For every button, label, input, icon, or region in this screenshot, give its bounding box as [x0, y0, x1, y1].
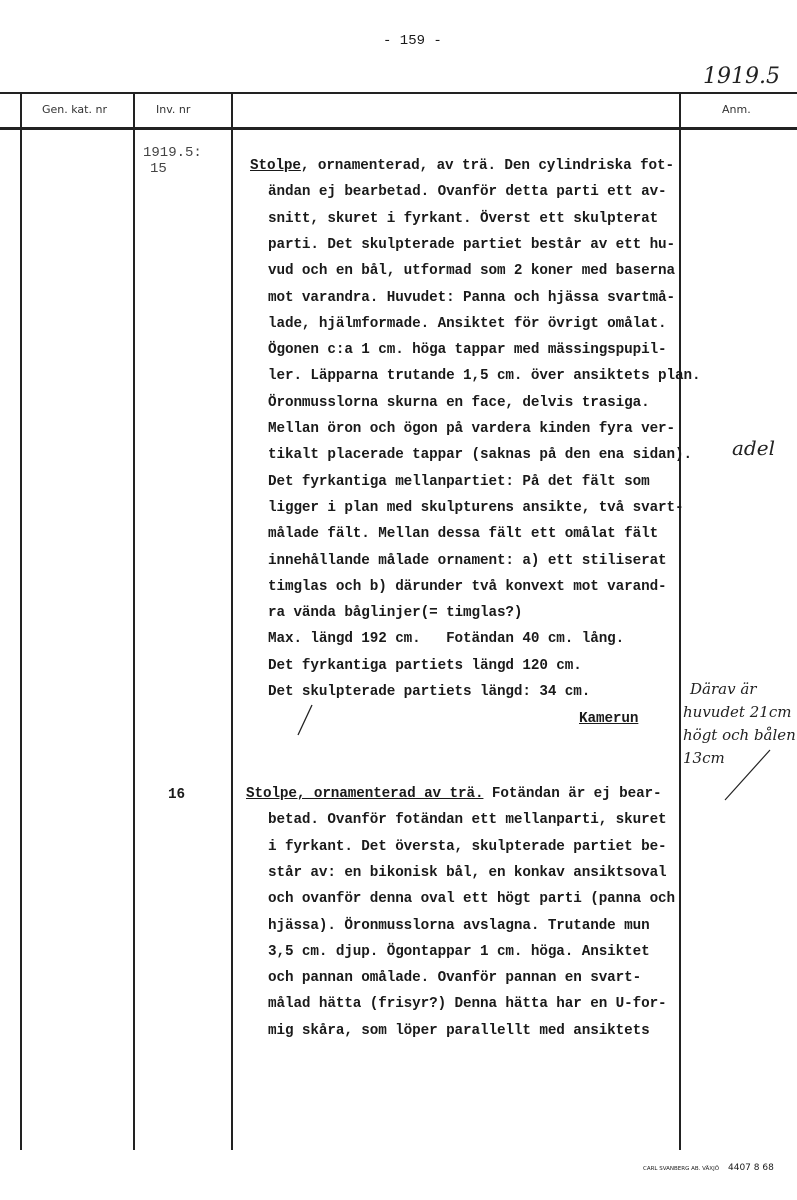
description-text: Mellan öron och ögon på vardera kinden fyra ver-: [268, 421, 676, 437]
description-line: [268, 811, 667, 829]
description-line: [268, 499, 684, 517]
description-line: [268, 630, 624, 648]
description-text: Fotändan är ej bear-: [483, 786, 662, 802]
description-line: [268, 657, 582, 675]
entry-origin: Kamerun: [579, 711, 639, 727]
description-text: innehållande målade ornament: a) ett stiliserat: [268, 552, 667, 569]
anm-note: adel: [732, 436, 775, 460]
description-line: [268, 969, 641, 987]
inv-nr-prefix: 1919.5:: [143, 145, 202, 161]
description-text: står av: en bikonisk bål, en konkav ansiktsoval: [268, 864, 667, 881]
description-text: mig skåra, som löper parallellt med ansiktets: [268, 1022, 650, 1039]
printer-imprint: CARL SVANBERG AB. VÄXJÖ: [643, 1166, 720, 1172]
description-line: [268, 315, 667, 333]
anm-note: huvudet 21cm: [683, 703, 792, 721]
description-text: 3,5 cm. djup. Ögontappar 1 cm. höga. Ansiktet: [268, 943, 650, 960]
description-line: [268, 578, 667, 596]
description-line: [268, 552, 667, 570]
column-divider: [20, 92, 22, 1150]
description-text: målade fält. Mellan dessa fält ett omålat fält: [268, 526, 659, 543]
description-text: i fyrkant. Det översta, skulpterade partiet be-: [268, 838, 667, 855]
description-line: [268, 525, 658, 543]
entry-title: Stolpe, ornamenterad av trä.: [246, 786, 484, 802]
header-gen-kat-nr: Gen. kat. nr: [42, 103, 107, 116]
description-line: [250, 157, 674, 175]
description-line: [268, 262, 675, 280]
description-line: [268, 394, 650, 412]
description-text: Det fyrkantiga mellanpartiet: På det fält som: [268, 473, 650, 490]
description-line: [268, 341, 667, 359]
anm-note: 13cm: [683, 749, 725, 767]
description-line: [268, 446, 692, 464]
header-inv-nr: Inv. nr: [156, 103, 191, 116]
description-text: mot varandra. Huvudet: Panna och hjässa svartmå-: [268, 289, 676, 306]
description-line: [268, 838, 667, 856]
description-line: [268, 210, 658, 228]
description-text: Det skulpterade partiets längd: 34 cm.: [268, 684, 591, 700]
inv-nr: 16: [168, 787, 185, 803]
header-bottom-border: [0, 127, 797, 130]
check-mark: [290, 700, 320, 740]
description-text: och ovanför denna oval ett högt parti (panna och: [268, 891, 676, 908]
description-line: [268, 890, 675, 908]
description-line: [246, 785, 662, 803]
inv-nr: 15: [150, 161, 167, 177]
description-text: tikalt placerade tappar (saknas på den ena sidan).: [268, 447, 692, 464]
page-number: - 159 -: [383, 33, 442, 49]
description-text: vud och en bål, utformad som 2 koner med baserna: [268, 263, 676, 280]
description-text: Max. längd 192 cm. Fotändan 40 cm. lång.: [268, 631, 625, 648]
form-code: 4407 8 68: [728, 1163, 774, 1173]
description-text: hjässa). Öronmusslorna avslagna. Trutande mun: [268, 917, 650, 934]
description-text: parti. Det skulpterade partiet består av ett hu-: [268, 236, 676, 253]
description-text: snitt, skuret i fyrkant. Överst ett skulpterat: [268, 210, 659, 227]
description-line: [268, 943, 650, 961]
description-line: [268, 183, 667, 201]
description-line: [268, 995, 667, 1013]
description-line: [268, 917, 650, 935]
description-text: och pannan omålade. Ovanför pannan en svart-: [268, 970, 642, 987]
description-text: målad hätta (frisyr?) Denna hätta har en U-for-: [268, 996, 667, 1013]
anm-note: Därav är: [690, 680, 757, 698]
description-text: betad. Ovanför fotändan ett mellanparti, skuret: [268, 812, 667, 829]
description-line: [268, 236, 675, 254]
description-line: [268, 864, 667, 882]
description-text: ändan ej bearbetad. Ovanför detta parti ett av-: [268, 184, 667, 201]
handwritten-accession: 1919.5: [703, 64, 780, 89]
column-divider: [133, 92, 135, 1150]
description-line: [268, 1022, 650, 1040]
column-divider: [231, 92, 233, 1150]
header-anm: Anm.: [722, 103, 751, 116]
description-text: , ornamenterad, av trä. Den cylindriska fot-: [300, 158, 674, 174]
description-line: [268, 420, 675, 438]
anm-note: högt och bålen: [683, 726, 796, 744]
description-line: [268, 604, 522, 622]
description-line: [268, 473, 650, 491]
description-line: [268, 683, 590, 701]
description-line: [268, 289, 675, 307]
description-text: lade, hjälmformade. Ansiktet för övrigt omålat.: [268, 315, 667, 332]
column-divider: [679, 92, 681, 1150]
description-text: ra vända båglinjer(= timglas?): [268, 605, 523, 622]
anm-check-mark: [720, 745, 780, 805]
description-text: ler. Läpparna trutande 1,5 cm. över ansiktets plan.: [268, 368, 701, 385]
table-top-border: [0, 92, 797, 94]
description-text: Ögonen c:a 1 cm. höga tappar med mässingspupil-: [268, 342, 667, 359]
entry-title: Stolpe: [250, 158, 301, 174]
description-text: ligger i plan med skulpturens ansikte, två svart-: [268, 499, 684, 516]
description-text: Det fyrkantiga partiets längd 120 cm.: [268, 657, 582, 674]
description-text: Öronmusslorna skurna en face, delvis trasiga.: [268, 394, 650, 411]
description-text: timglas och b) därunder två konvext mot varand-: [268, 578, 667, 595]
description-line: [268, 367, 700, 385]
